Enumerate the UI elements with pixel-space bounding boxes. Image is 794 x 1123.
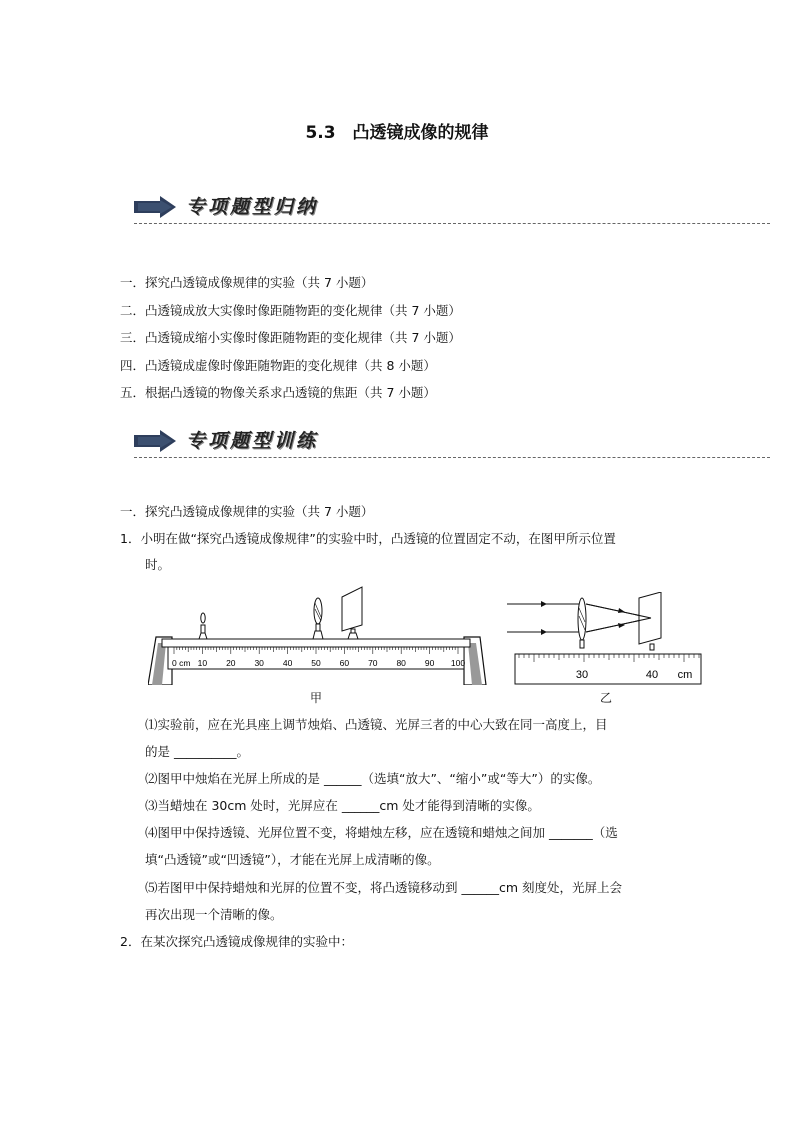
ray-diagram-figure	[505, 592, 705, 688]
ruler-label: 90	[424, 658, 435, 668]
optical-bench-figure	[148, 585, 488, 685]
dashed-divider	[134, 223, 770, 224]
question-1	[120, 530, 616, 574]
light-screen	[342, 587, 362, 631]
sub-question-text: 的是 __________。	[145, 744, 249, 759]
ruler-label: 40	[645, 669, 659, 681]
topic-item: 三．凸透镜成缩小实像时像距随物距的变化规律（共 7 小题）	[120, 330, 461, 345]
ruler-label: cm	[677, 669, 693, 681]
ruler-label: 30	[254, 658, 264, 668]
topic-list	[120, 274, 461, 412]
topic-item: 五．根据凸透镜的物像关系求凸透镜的焦距（共 7 小题）	[120, 385, 436, 400]
topic-item: 一．探究凸透镜成像规律的实验（共 7 小题）	[120, 275, 374, 290]
convex-lens	[578, 598, 586, 640]
sub-question-text: ⑴实验前，应在光具座上调节烛焰、凸透镜、光屏三者的中心大致在同一高度上，目	[145, 717, 608, 732]
topic-item: 四．凸透镜成虚像时像距随物距的变化规律（共 8 小题）	[120, 357, 436, 373]
page-title: 5.3 凸透镜成像的规律	[305, 123, 489, 143]
arrow-icon	[134, 430, 176, 452]
sub-question-2: ⑵图甲中烛焰在光屏上所成的是 ______（选填“放大”、“缩小”或“等大”）的实像。	[145, 771, 601, 786]
topic-item: 二．凸透镜成放大实像时像距随物距的变化规律（共 7 小题）	[120, 302, 461, 318]
sub-question-text: 填“凸透镜”或“凹透镜”），才能在光屏上成清晰的像。	[145, 852, 440, 867]
question-text-cont: 时。	[145, 557, 171, 572]
ruler-label: 40	[282, 658, 293, 668]
banner-title: 专项题型训练	[186, 430, 319, 452]
sub-question-text: 再次出现一个清晰的像。	[145, 907, 283, 922]
sub-question-4	[145, 824, 618, 869]
question-text: 1．小明在做“探究凸透镜成像规律”的实验中时，凸透镜的位置固定不动，在图甲所示位置	[120, 531, 616, 546]
question-2: 2．在某次探究凸透镜成像规律的实验中：	[120, 934, 353, 949]
section-banner-practice	[134, 424, 770, 458]
sub-question-text: ⑸若图甲中保持蜡烛和光屏的位置不变，将凸透镜移动到 ______cm 刻度处，光屏上会	[145, 880, 622, 895]
ruler-label: 60	[339, 658, 350, 668]
section-banner-summary	[134, 190, 770, 224]
ruler-label: 10	[197, 658, 208, 668]
ruler-label: 50	[311, 658, 321, 668]
figure-caption-left: 甲	[310, 691, 323, 705]
sub-question-5	[145, 879, 622, 924]
ruler-label: 100	[450, 658, 466, 668]
sub-question-text: ⑷图甲中保持透镜、光屏位置不变，将蜡烛左移，应在透镜和蜡烛之间加 _______（选	[145, 825, 618, 840]
sub-question-3: ⑶当蜡烛在 30cm 处时，光屏应在 ______cm 处才能得到清晰的实像。	[145, 798, 540, 813]
ruler-label: 0 cm	[172, 658, 191, 668]
ruler-label: 70	[368, 658, 378, 668]
figure-caption-right: 乙	[600, 691, 613, 705]
ruler-label: 80	[396, 658, 406, 668]
banner-title: 专项题型归纳	[186, 196, 319, 218]
ruler-label: 30	[575, 669, 589, 681]
arrow-icon	[134, 196, 176, 218]
section-heading: 一．探究凸透镜成像规律的实验（共 7 小题）	[120, 504, 374, 519]
candle-flame	[201, 613, 205, 623]
sub-question-1	[145, 716, 608, 761]
ruler-label: 20	[226, 658, 236, 668]
dashed-divider	[134, 457, 770, 458]
